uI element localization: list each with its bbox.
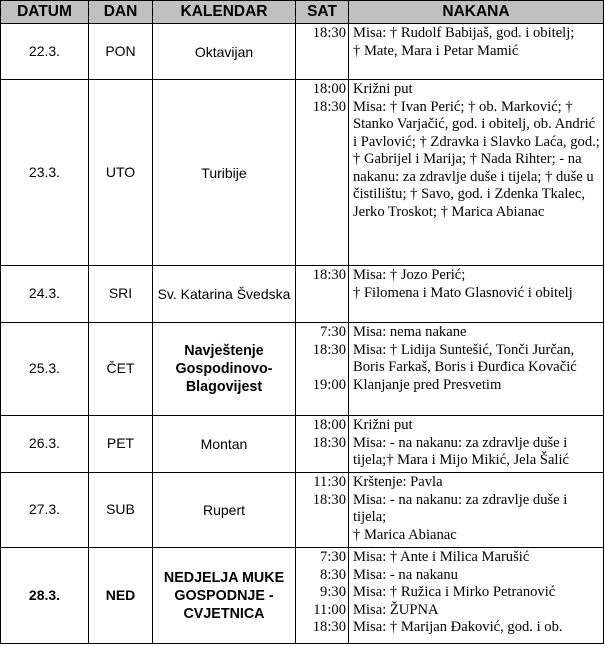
intention-line: Misa: † Marijan Đaković, god. i ob. xyxy=(353,619,563,635)
time-entry: 8:30 xyxy=(320,566,346,583)
time-entry: 11:00 xyxy=(313,601,346,618)
intention-line: Misa: - na nakanu: za zdravlje duše i tijela; xyxy=(353,491,568,525)
day-cell: SRI xyxy=(89,266,153,323)
intention-line: Misa: † Rudolf Babijaš, god. i obitelj; xyxy=(353,25,575,41)
header-datum: DATUM xyxy=(1,1,89,24)
table-row xyxy=(1,416,604,473)
intention-line: † Mate, Mara i Petar Mamić xyxy=(353,42,519,59)
header-nakana: NAKANA xyxy=(349,1,604,24)
time-cell xyxy=(296,24,349,80)
date-cell: 28.3. xyxy=(1,548,89,644)
time-entry: 11:30 xyxy=(313,474,346,490)
calendar-cell: Navještenje Gospodinovo-Blagovijest xyxy=(153,323,296,416)
time-cell xyxy=(296,80,349,266)
table-row xyxy=(1,80,604,266)
time-entry: 18:30 xyxy=(312,491,346,508)
time-entry: 18:30 xyxy=(312,434,346,451)
time-entry: 18:00 xyxy=(312,417,346,433)
intention-cell xyxy=(349,548,604,644)
intention-line: Misa: † Ružica i Mirko Petranović xyxy=(353,584,556,600)
day-cell: NED xyxy=(89,548,153,644)
time-cell xyxy=(296,548,349,644)
intention-line: Misa: † Jozo Perić; xyxy=(353,267,466,283)
table-row xyxy=(1,473,604,548)
time-entry: 19:00 xyxy=(312,376,346,393)
header-kalendar: KALENDAR xyxy=(153,1,296,24)
time-cell xyxy=(296,473,349,548)
header-sat: SAT xyxy=(296,1,349,24)
intention-line: Misa: nema nakane xyxy=(353,324,467,340)
date-cell: 27.3. xyxy=(1,473,89,548)
intention-cell xyxy=(349,266,604,323)
intention-cell xyxy=(349,80,604,266)
day-cell: PET xyxy=(89,416,153,473)
time-cell xyxy=(296,416,349,473)
time-entry: 18:30 xyxy=(312,267,346,283)
intention-cell xyxy=(349,24,604,80)
intention-line: Križni put xyxy=(353,81,413,97)
time-cell xyxy=(296,323,349,416)
time-entry: 18:00 xyxy=(312,81,346,97)
intention-line: Misa: † Ivan Perić; † ob. Marković; † Stanko Varjačić, god. i obitelj, ob. Andrić i Pavlović; † Zdravka i Slavko Laća, god.; † Gabrijel i Marija; † Nada Rihter; - na nakanu: za zdravlje duše i tijela; † duše u čistilištu; † Savo, god. i Zdenka Tkalec, Jerko Troskot; † Marica Abianac xyxy=(353,98,600,220)
intention-line: † Filomena i Mato Glasnović i obitelj xyxy=(353,284,573,301)
intention-line: Misa: - na nakanu xyxy=(353,566,458,583)
calendar-cell: Sv. Katarina Švedska xyxy=(153,266,296,323)
time-entry: 18:30 xyxy=(312,98,346,115)
intention-cell xyxy=(349,473,604,548)
day-cell: UTO xyxy=(89,80,153,266)
day-cell: ČET xyxy=(89,323,153,416)
calendar-cell: Montan xyxy=(153,416,296,473)
table-row xyxy=(1,548,604,644)
header-dan: DAN xyxy=(89,1,153,24)
intention-line: Misa: - na nakanu: za zdravlje duše i tijela;† Mara i Mijo Mikić, Jela Šalić xyxy=(353,434,570,468)
intention-line: Klanjanje pred Presvetim xyxy=(353,376,502,393)
date-cell: 25.3. xyxy=(1,323,89,416)
day-cell: PON xyxy=(89,24,153,80)
time-entry: 7:30 xyxy=(320,549,346,565)
intention-line: Misa: † Lidija Suntešić, Tonči Jurčan, Boris Farkaš, Boris i Đurđica Kovačić xyxy=(353,341,577,375)
intention-line: † Marica Abianac xyxy=(353,526,457,543)
table-row xyxy=(1,323,604,416)
table-row xyxy=(1,24,604,80)
calendar-cell: Turibije xyxy=(153,80,296,266)
intention-line: Križni put xyxy=(353,417,413,433)
date-cell: 22.3. xyxy=(1,24,89,80)
intention-line: Krštenje: Pavla xyxy=(353,474,443,490)
date-cell: 24.3. xyxy=(1,266,89,323)
table-row xyxy=(1,266,604,323)
intention-line: Misa: ŽUPNA xyxy=(353,601,439,618)
time-entry: 18:30 xyxy=(312,25,346,41)
date-cell: 26.3. xyxy=(1,416,89,473)
time-entry: 18:30 xyxy=(312,619,346,635)
time-cell xyxy=(296,266,349,323)
time-entry: 9:30 xyxy=(320,584,346,600)
time-entry: 18:30 xyxy=(312,341,346,358)
calendar-cell: Oktavijan xyxy=(153,24,296,80)
calendar-cell: NEDJELJA MUKE GOSPODNJE - CVJETNICA xyxy=(153,548,296,644)
calendar-cell: Rupert xyxy=(153,473,296,548)
day-cell: SUB xyxy=(89,473,153,548)
time-entry: 7:30 xyxy=(320,324,346,340)
intention-cell xyxy=(349,416,604,473)
date-cell: 23.3. xyxy=(1,80,89,266)
intention-line: Misa: † Ante i Milica Marušić xyxy=(353,549,530,565)
header-row xyxy=(1,1,604,24)
intention-cell xyxy=(349,323,604,416)
